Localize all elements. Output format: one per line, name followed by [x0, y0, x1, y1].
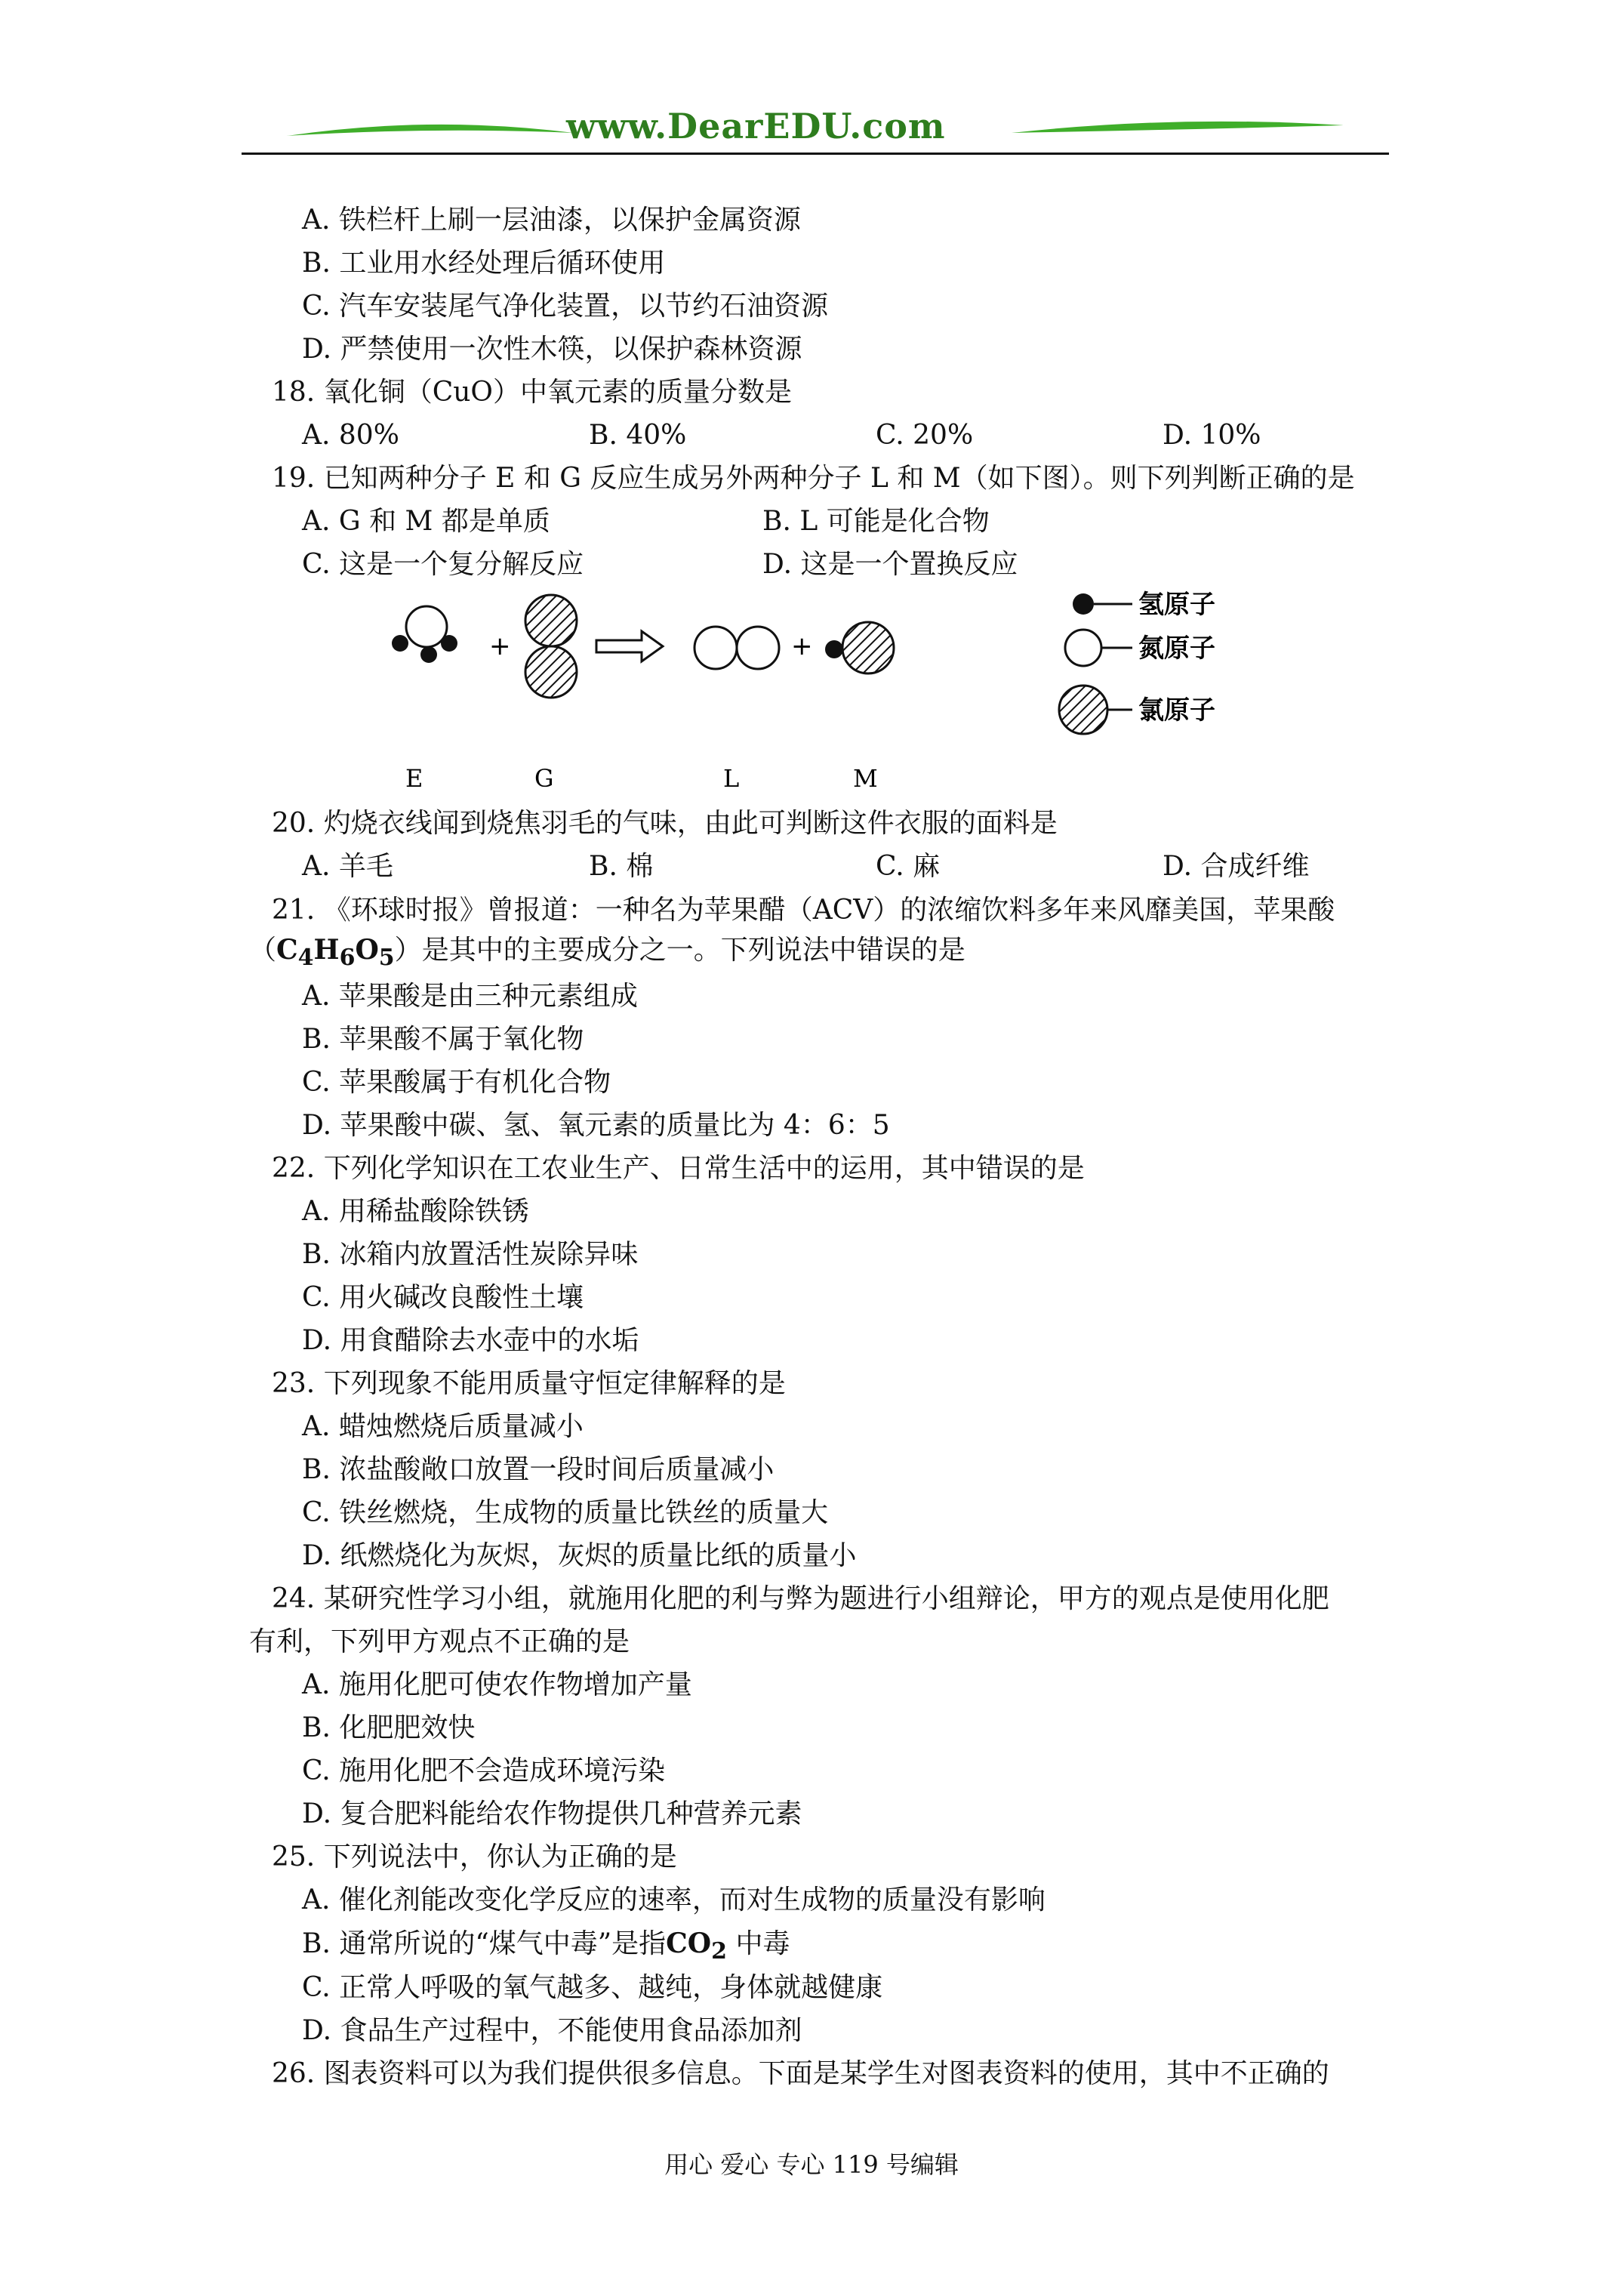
formula-h: H — [313, 934, 340, 966]
text-line-l14: A. 苹果酸是由三种元素组成 — [302, 981, 638, 1012]
co2-sub: 2 — [711, 1938, 728, 1965]
q25-b-text: B. 通常所说的“煤气中毒”是指 — [302, 1928, 667, 1959]
q20-option-d: D. 合成纤维 — [1163, 851, 1310, 882]
label-e: E — [405, 764, 423, 793]
text-line-l19: A. 用稀盐酸除铁锈 — [302, 1196, 529, 1227]
formula-h-sub: 6 — [339, 945, 356, 972]
text-line-l27: D. 纸燃烧化为灰烬，灰烬的质量比纸的质量小 — [302, 1540, 857, 1571]
reaction-diagram — [377, 581, 1283, 800]
text-line-l1: A. 铁栏杆上刷一层油漆，以保护金属资源 — [302, 205, 801, 236]
reaction-arrow — [596, 631, 663, 661]
q18-option-a: A. 80% — [302, 420, 399, 451]
text-line-l3: C. 汽车安装尾气净化装置，以节约石油资源 — [302, 291, 829, 322]
legend-chlorine: 氯原子 — [1138, 695, 1215, 726]
text-line-l34: 25. 下列说法中，你认为正确的是 — [272, 1841, 677, 1872]
molecule-l — [694, 627, 779, 669]
left-leaf-decoration — [287, 119, 574, 142]
text-line-l35: A. 催化剂能改变化学反应的速率，而对生成物的质量没有影响 — [302, 1885, 1046, 1915]
right-leaf-decoration — [1012, 119, 1344, 142]
header-rule — [242, 153, 1389, 155]
q19-option-b: B. L 可能是化合物 — [762, 506, 990, 537]
legend-nitrogen: 氮原子 — [1138, 633, 1215, 664]
q19-option-a: A. G 和 M 都是单质 — [302, 506, 550, 537]
text-line-l24: A. 蜡烛燃烧后质量减小 — [302, 1411, 584, 1442]
q18-option-b: B. 40% — [589, 420, 687, 451]
q25-option-b — [302, 1927, 790, 1968]
text-line-l26: C. 铁丝燃烧，生成物的质量比铁丝的质量大 — [302, 1497, 829, 1528]
formula-c: C — [276, 934, 298, 966]
text-line-l37: C. 正常人呼吸的氧气越多、越纯，身体就越健康 — [302, 1972, 883, 2003]
page-header — [242, 106, 1389, 166]
formula-o-sub: 5 — [378, 945, 395, 972]
co2-co: CO — [666, 1928, 712, 1959]
formula-c-sub: 4 — [297, 945, 314, 972]
q19-option-c: C. 这是一个复分解反应 — [302, 549, 584, 580]
plus-sign-2: + — [791, 631, 813, 661]
label-g: G — [534, 764, 554, 793]
formula-o: O — [355, 934, 379, 966]
q20-option-a: A. 羊毛 — [302, 851, 393, 882]
text-line-l32: C. 施用化肥不会造成环境污染 — [302, 1755, 666, 1786]
plus-sign-1: + — [489, 631, 511, 661]
q21-open-paren: （ — [249, 935, 277, 966]
text-line-l29: 有利，下列甲方观点不正确的是 — [249, 1626, 630, 1657]
molecule-g — [525, 595, 577, 698]
text-line-l7: 19. 已知两种分子 E 和 G 反应生成另外两种分子 L 和 M（如下图）。则下列判断正确的是 — [272, 463, 1355, 494]
q18-option-d: D. 10% — [1163, 420, 1261, 451]
q18-option-c: C. 20% — [876, 420, 974, 451]
text-line-l10: 20. 灼烧衣线闻到烧焦羽毛的气味，由此可判断这件衣服的面料是 — [272, 808, 1058, 839]
text-line-l21: C. 用火碱改良酸性土壤 — [302, 1282, 584, 1313]
text-line-l2: B. 工业用水经处理后循环使用 — [302, 248, 666, 279]
text-line-l38: D. 食品生产过程中，不能使用食品添加剂 — [302, 2015, 802, 2046]
text-line-l15: B. 苹果酸不属于氧化物 — [302, 1024, 584, 1055]
text-line-l25: B. 浓盐酸敞口放置一段时间后质量减小 — [302, 1454, 775, 1485]
page-footer: 用心 爱心 专心 119 号编辑 — [664, 2150, 959, 2179]
text-line-l22: D. 用食醋除去水壶中的水垢 — [302, 1325, 639, 1356]
text-line-l20: B. 冰箱内放置活性炭除异味 — [302, 1239, 639, 1270]
molecule-m — [825, 622, 894, 673]
text-line-l28: 24. 某研究性学习小组，就施用化肥的利与弊为题进行小组辩论，甲方的观点是使用化肥 — [272, 1583, 1329, 1614]
text-line-l17: D. 苹果酸中碳、氢、氧元素的质量比为 4：6：5 — [302, 1110, 890, 1141]
text-line-l12: 21. 《环球时报》曾报道：一种名为苹果醋（ACV）的浓缩饮料多年来风靡美国，苹果酸 — [272, 895, 1335, 926]
text-line-l39: 26. 图表资料可以为我们提供很多信息。下面是某学生对图表资料的使用，其中不正确的 — [272, 2058, 1329, 2089]
q20-option-c: C. 麻 — [876, 851, 941, 882]
text-line-l31: B. 化肥肥效快 — [302, 1712, 476, 1743]
q21-close-paren: ） — [394, 935, 422, 966]
co2-formula — [666, 1928, 728, 1965]
text-line-l18: 22. 下列化学知识在工农业生产、日常生活中的运用，其中错误的是 — [272, 1153, 1085, 1184]
text-line-l16: C. 苹果酸属于有机化合物 — [302, 1067, 611, 1098]
molecule-e — [392, 606, 457, 663]
q25-b-post: 中毒 — [727, 1928, 790, 1959]
diagram-legend — [1059, 590, 1215, 734]
malic-acid-formula — [276, 934, 395, 972]
q21-formula-line — [249, 933, 965, 975]
text-line-l33: D. 复合肥料能给农作物提供几种营养元素 — [302, 1798, 802, 1829]
text-line-l23: 23. 下列现象不能用质量守恒定律解释的是 — [272, 1368, 786, 1399]
legend-hydrogen: 氢原子 — [1138, 590, 1215, 620]
text-line-l30: A. 施用化肥可使农作物增加产量 — [302, 1669, 692, 1700]
site-logo: www.DearEDU.com — [566, 106, 946, 146]
q19-option-d: D. 这是一个置换反应 — [762, 549, 1018, 580]
q20-option-b: B. 棉 — [589, 851, 654, 882]
text-line-l4: D. 严禁使用一次性木筷，以保护森林资源 — [302, 334, 802, 365]
label-m: M — [853, 764, 878, 793]
text-line-l5: 18. 氧化铜（CuO）中氧元素的质量分数是 — [272, 377, 792, 408]
label-l: L — [723, 764, 740, 793]
q21-stem-rest: 是其中的主要成分之一。下列说法中错误的是 — [421, 935, 965, 966]
